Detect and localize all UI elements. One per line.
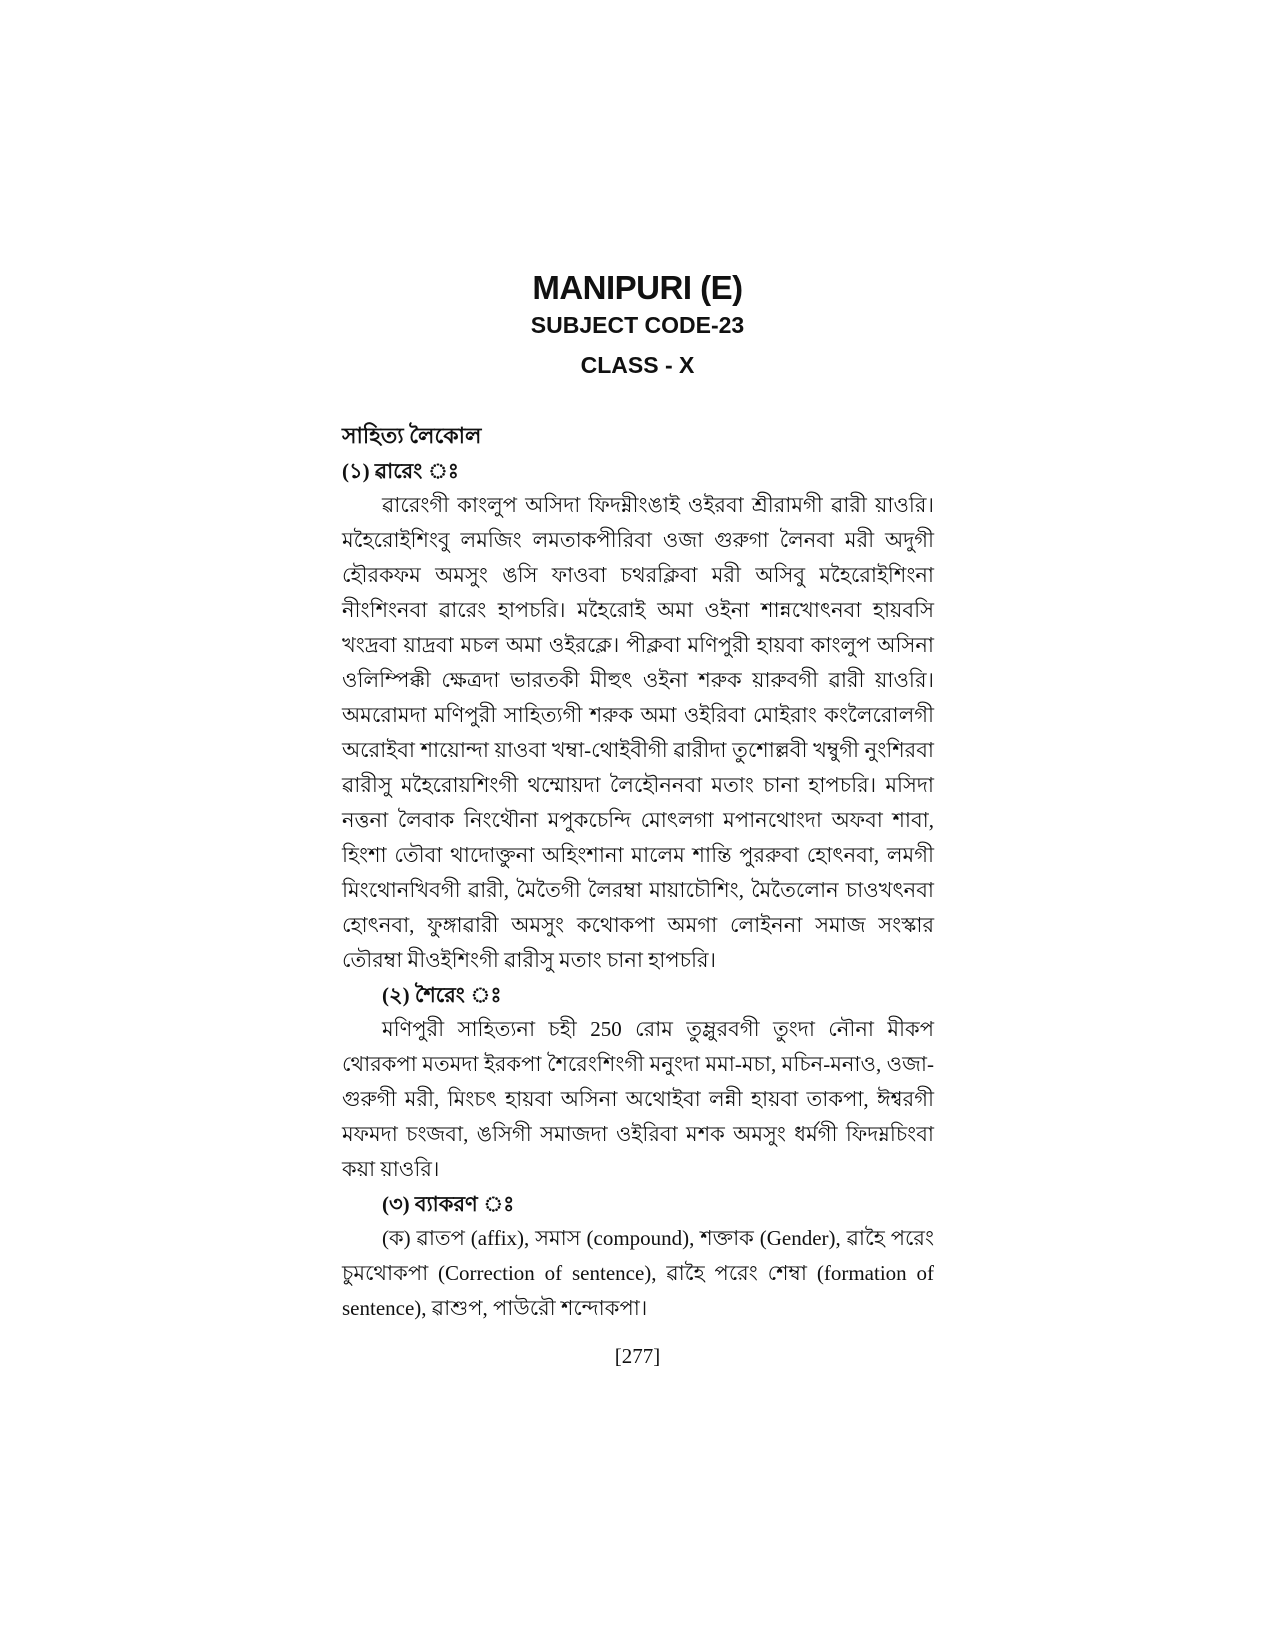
section-text-grammar: (ক) ৱাতপ (affix), সমাস (compound), শক্তাক (Gender), ৱাহৈ পরেং চুমথোকপা (Correction of sentence), ৱাহৈ পরেং শেম্বা (formation of sentence), ৱাশুপ, পাউরৌ শন্দোকপা। [342, 1226, 934, 1320]
class-label: CLASS - X [580, 352, 695, 378]
section-heading-grammar: (৩) ব্যাকরণ ঃ [382, 1192, 515, 1216]
section-title: সাহিত্য লৈকোল [342, 423, 482, 448]
document-header [0, 268, 1275, 382]
page-number: [277] [614, 1344, 661, 1368]
subject-code: SUBJECT CODE-23 [530, 312, 745, 338]
section-heading-prose: (১) ৱারেং ঃ [342, 459, 459, 483]
section-heading-poetry: (২) শৈরেং ঃ [382, 983, 502, 1007]
subject-title: MANIPURI (E) [532, 269, 743, 306]
section-text-poetry: মণিপুরী সাহিত্যনা চহী 250 রোম তুম্লুরবগী তুংদা নৌনা মীকপ থোরকপা মতমদা ইরকপা শৈরেংশিংগী মনুংদা মমা-মচা, মচিন-মনাও, ওজা-গুরুগী মরী, মিংচৎ হায়বা অসিনা অথোইবা লন্নী হায়বা তাকপা, ঈশ্বরগী মফমদা চংজবা, ঙসিগী সমাজদা ওইরিবা মশক অমসুং ধর্মগী ফিদম্নচিংবা কয়া য়াওরি। [342, 1017, 934, 1181]
syllabus-content [342, 418, 934, 1326]
section-text-prose: ৱারেংগী কাংলুপ অসিদা ফিদম্নীংঙাই ওইরবা শ্রীরামগী ৱারী য়াওরি। মহৈরোইশিংবু লমজিং লমতাকপীরিবা ওজা গুরুগা লৈনবা মরী অদুগী হৌরকফম অমসুং ঙসি ফাওবা চথরক্লিবা মরী অসিবু মহৈরোইশিংনা নীংশিংনবা ৱারেং হাপচরি। মহৈরোই অমা ওইনা শান্নখোৎনবা হায়বসি খংদ্রবা য়াদ্রবা মচল অমা ওইরক্লে। পীক্লবা মণিপুরী হায়বা কাংলুপ অসিনা ওলিম্পিক্কী ক্ষেত্রদা ভারতকী মীহুৎ ওইনা শরুক য়ারুবগী ৱারী য়াওরি। অমরোমদা মণিপুরী সাহিত্যগী শরুক অমা ওইরিবা মোইরাং কংলৈরোলগী অরোইবা শায়োন্দা য়াওবা খম্বা-থোইবীগী ৱারীদা তুশোল্লবী খম্বুগী নুংশিরবা ৱারীসু মহৈরোয়শিংগী থম্মোয়দা লৈহৌননবা মতাং চানা হাপচরি। মসিদা নত্তনা লৈবাক নিংথৌনা মপুকচেন্দি মোৎলগা মপানথোংদা অফবা শাবা, হিংশা তৌবা থাদোক্তুনা অহিংশানা মালেম শান্তি পুররুবা হোৎনবা, লমগী মিংথোনখিবগী ৱারী, মৈতৈগী লৈরম্বা মায়াচৌশিং, মৈতৈলোন চাওখৎনবা হোৎনবা, ফুঙ্গাৱারী অমসুং কথোকপা অমগা লোইননা সমাজ সংস্কার তৌরম্বা মীওইশিংগী ৱারীসু মতাং চানা হাপচরি। [342, 493, 934, 972]
